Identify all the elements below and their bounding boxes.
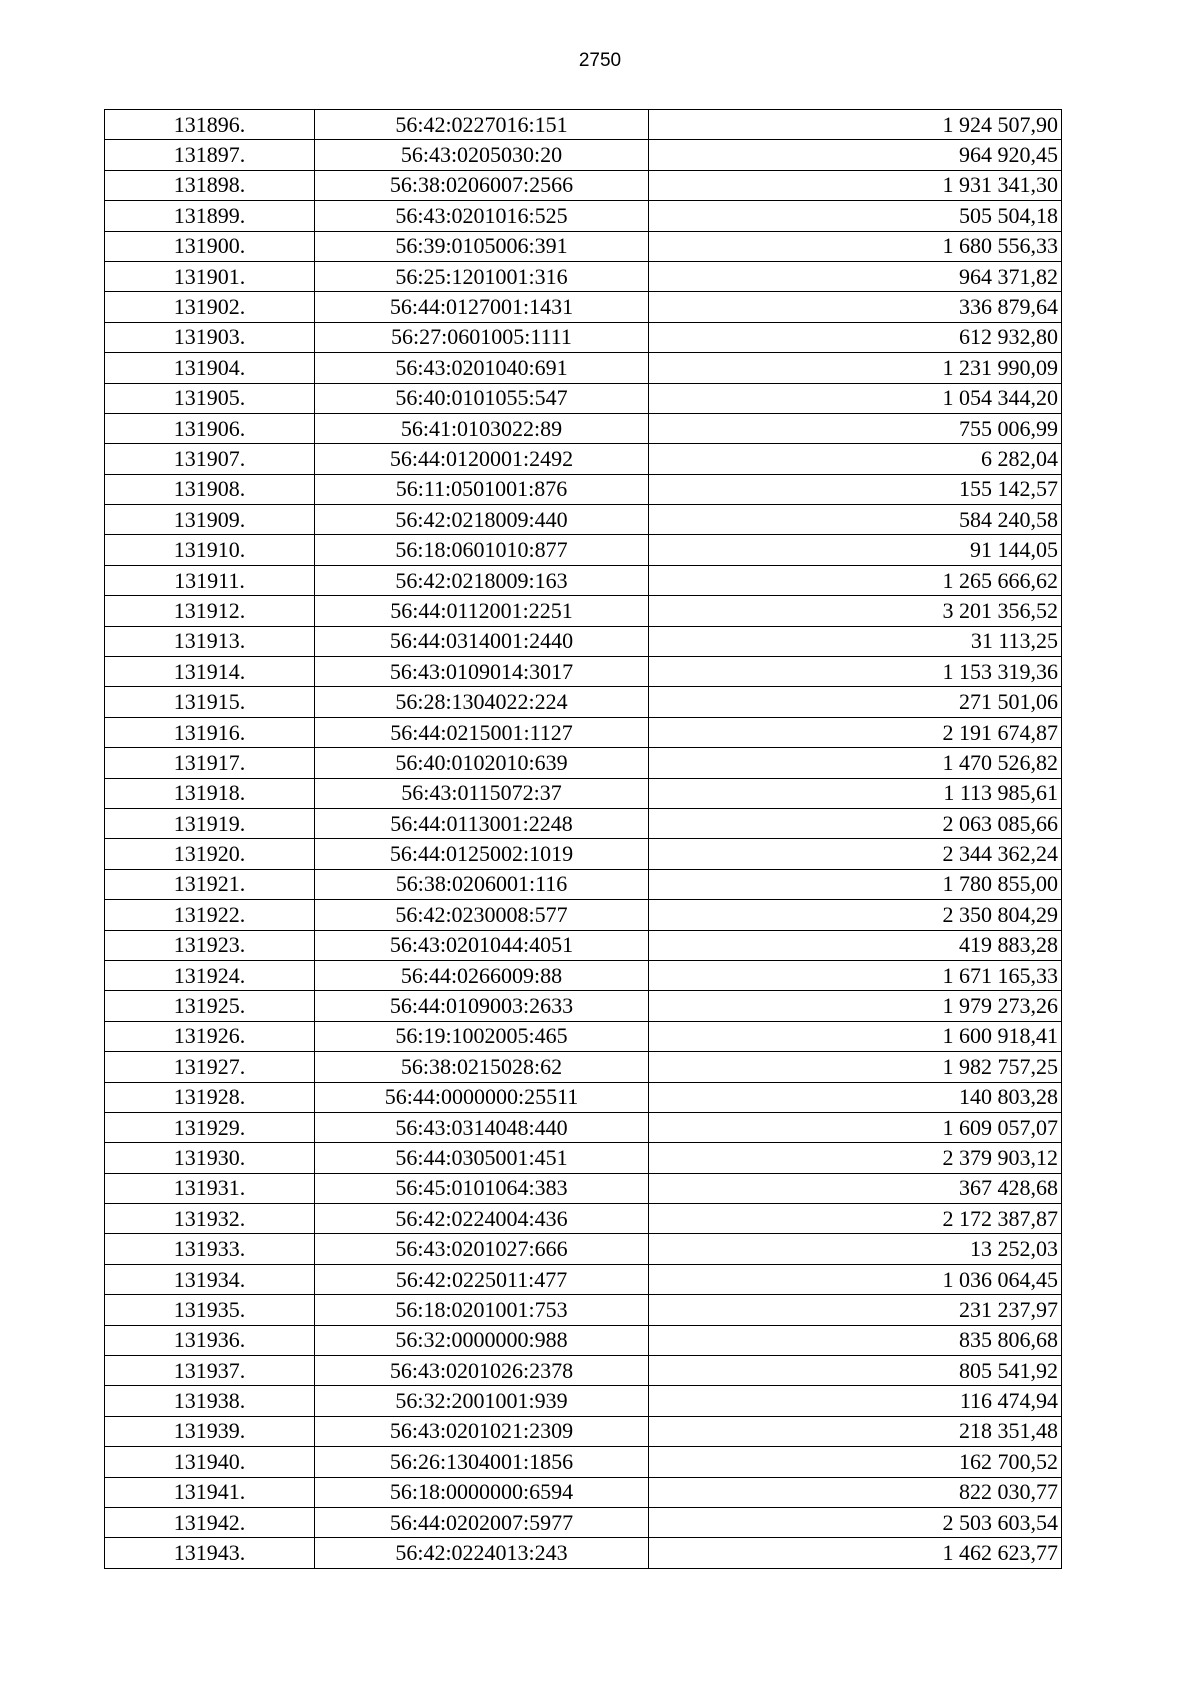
- cadastral-value-cell: 964 371,82: [649, 261, 1062, 291]
- cadastral-number-cell: 56:44:0109003:2633: [315, 991, 649, 1021]
- cadastral-number-cell: 56:26:1304001:1856: [315, 1447, 649, 1477]
- cadastral-value-cell: 91 144,05: [649, 535, 1062, 565]
- cadastral-value-cell: 1 470 526,82: [649, 748, 1062, 778]
- cadastral-value-cell: 13 252,03: [649, 1234, 1062, 1264]
- row-number-cell: 131914.: [105, 657, 315, 687]
- cadastral-value-cell: 964 920,45: [649, 140, 1062, 170]
- cadastral-value-cell: 3 201 356,52: [649, 596, 1062, 626]
- table-row: [105, 1112, 1062, 1142]
- cadastral-value-cell: 162 700,52: [649, 1447, 1062, 1477]
- cadastral-number-cell: 56:44:0314001:2440: [315, 626, 649, 656]
- table-row: [105, 353, 1062, 383]
- row-number-cell: 131912.: [105, 596, 315, 626]
- cadastral-value-cell: 835 806,68: [649, 1325, 1062, 1355]
- cadastral-value-cell: 612 932,80: [649, 322, 1062, 352]
- table-row: [105, 505, 1062, 535]
- cadastral-number-cell: 56:28:1304022:224: [315, 687, 649, 717]
- table-row: [105, 565, 1062, 595]
- cadastral-value-cell: 805 541,92: [649, 1356, 1062, 1386]
- cadastral-value-cell: 271 501,06: [649, 687, 1062, 717]
- row-number-cell: 131928.: [105, 1082, 315, 1112]
- cadastral-number-cell: 56:43:0109014:3017: [315, 657, 649, 687]
- cadastral-number-cell: 56:18:0000000:6594: [315, 1477, 649, 1507]
- row-number-cell: 131934.: [105, 1264, 315, 1294]
- cadastral-number-cell: 56:38:0215028:62: [315, 1052, 649, 1082]
- table-row: [105, 596, 1062, 626]
- row-number-cell: 131919.: [105, 808, 315, 838]
- table-row: [105, 1538, 1062, 1568]
- cadastral-value-cell: 2 503 603,54: [649, 1507, 1062, 1537]
- table-row: [105, 1143, 1062, 1173]
- table-row: [105, 292, 1062, 322]
- cadastral-value-cell: 231 237,97: [649, 1295, 1062, 1325]
- cadastral-number-cell: 56:40:0101055:547: [315, 383, 649, 413]
- cadastral-number-cell: 56:44:0266009:88: [315, 960, 649, 990]
- cadastral-number-cell: 56:19:1002005:465: [315, 1021, 649, 1051]
- table-row: [105, 748, 1062, 778]
- row-number-cell: 131936.: [105, 1325, 315, 1355]
- row-number-cell: 131907.: [105, 444, 315, 474]
- row-number-cell: 131906.: [105, 413, 315, 443]
- table-row: [105, 626, 1062, 656]
- cadastral-value-cell: 822 030,77: [649, 1477, 1062, 1507]
- table-row: [105, 1507, 1062, 1537]
- cadastral-number-cell: 56:44:0202007:5977: [315, 1507, 649, 1537]
- cadastral-value-cell: 336 879,64: [649, 292, 1062, 322]
- cadastral-value-cell: 1 231 990,09: [649, 353, 1062, 383]
- row-number-cell: 131920.: [105, 839, 315, 869]
- row-number-cell: 131924.: [105, 960, 315, 990]
- cadastral-number-cell: 56:42:0218009:440: [315, 505, 649, 535]
- cadastral-number-cell: 56:41:0103022:89: [315, 413, 649, 443]
- cadastral-value-cell: 2 063 085,66: [649, 808, 1062, 838]
- row-number-cell: 131916.: [105, 717, 315, 747]
- row-number-cell: 131899.: [105, 201, 315, 231]
- table-row: [105, 1295, 1062, 1325]
- cadastral-number-cell: 56:44:0127001:1431: [315, 292, 649, 322]
- table-row: [105, 322, 1062, 352]
- row-number-cell: 131904.: [105, 353, 315, 383]
- table-row: [105, 140, 1062, 170]
- row-number-cell: 131927.: [105, 1052, 315, 1082]
- row-number-cell: 131930.: [105, 1143, 315, 1173]
- cadastral-value-cell: 505 504,18: [649, 201, 1062, 231]
- cadastral-number-cell: 56:38:0206001:116: [315, 869, 649, 899]
- table-row: [105, 687, 1062, 717]
- cadastral-value-cell: 116 474,94: [649, 1386, 1062, 1416]
- cadastral-number-cell: 56:43:0201026:2378: [315, 1356, 649, 1386]
- row-number-cell: 131939.: [105, 1416, 315, 1446]
- row-number-cell: 131917.: [105, 748, 315, 778]
- row-number-cell: 131943.: [105, 1538, 315, 1568]
- table-row: [105, 444, 1062, 474]
- cadastral-number-cell: 56:45:0101064:383: [315, 1173, 649, 1203]
- row-number-cell: 131921.: [105, 869, 315, 899]
- table-row: [105, 839, 1062, 869]
- table-row: [105, 778, 1062, 808]
- row-number-cell: 131931.: [105, 1173, 315, 1203]
- row-number-cell: 131925.: [105, 991, 315, 1021]
- table-row: [105, 1021, 1062, 1051]
- cadastral-number-cell: 56:42:0218009:163: [315, 565, 649, 595]
- table-row: [105, 413, 1062, 443]
- cadastral-value-cell: 2 379 903,12: [649, 1143, 1062, 1173]
- cadastral-number-cell: 56:44:0125002:1019: [315, 839, 649, 869]
- table-row: [105, 261, 1062, 291]
- cadastral-number-cell: 56:32:0000000:988: [315, 1325, 649, 1355]
- cadastral-value-cell: 1 982 757,25: [649, 1052, 1062, 1082]
- cadastral-value-cell: 155 142,57: [649, 474, 1062, 504]
- table-row: [105, 869, 1062, 899]
- table-body: [105, 110, 1062, 1569]
- cadastral-number-cell: 56:39:0105006:391: [315, 231, 649, 261]
- cadastral-value-cell: 1 780 855,00: [649, 869, 1062, 899]
- cadastral-number-cell: 56:43:0115072:37: [315, 778, 649, 808]
- cadastral-value-cell: 1 924 507,90: [649, 110, 1062, 140]
- row-number-cell: 131897.: [105, 140, 315, 170]
- row-number-cell: 131926.: [105, 1021, 315, 1051]
- cadastral-value-cell: 1 609 057,07: [649, 1112, 1062, 1142]
- cadastral-value-cell: 419 883,28: [649, 930, 1062, 960]
- cadastral-number-cell: 56:27:0601005:1111: [315, 322, 649, 352]
- table-row: [105, 1356, 1062, 1386]
- table-row: [105, 1082, 1062, 1112]
- cadastral-number-cell: 56:44:0120001:2492: [315, 444, 649, 474]
- cadastral-value-cell: 1 036 064,45: [649, 1264, 1062, 1294]
- row-number-cell: 131938.: [105, 1386, 315, 1416]
- row-number-cell: 131911.: [105, 565, 315, 595]
- cadastral-value-cell: 140 803,28: [649, 1082, 1062, 1112]
- row-number-cell: 131940.: [105, 1447, 315, 1477]
- table-row: [105, 535, 1062, 565]
- cadastral-value-cell: 1 979 273,26: [649, 991, 1062, 1021]
- table-row: [105, 474, 1062, 504]
- cadastral-number-cell: 56:43:0201040:691: [315, 353, 649, 383]
- cadastral-number-cell: 56:44:0305001:451: [315, 1143, 649, 1173]
- row-number-cell: 131910.: [105, 535, 315, 565]
- row-number-cell: 131903.: [105, 322, 315, 352]
- cadastral-number-cell: 56:38:0206007:2566: [315, 170, 649, 200]
- cadastral-value-cell: 6 282,04: [649, 444, 1062, 474]
- cadastral-number-cell: 56:11:0501001:876: [315, 474, 649, 504]
- cadastral-value-cell: 1 462 623,77: [649, 1538, 1062, 1568]
- table-row: [105, 170, 1062, 200]
- cadastral-value-cell: 31 113,25: [649, 626, 1062, 656]
- row-number-cell: 131932.: [105, 1204, 315, 1234]
- table-row: [105, 201, 1062, 231]
- table-row: [105, 1386, 1062, 1416]
- row-number-cell: 131901.: [105, 261, 315, 291]
- cadastral-value-cell: 1 600 918,41: [649, 1021, 1062, 1051]
- row-number-cell: 131908.: [105, 474, 315, 504]
- table-row: [105, 808, 1062, 838]
- cadastral-number-cell: 56:18:0601010:877: [315, 535, 649, 565]
- cadastral-number-cell: 56:43:0201021:2309: [315, 1416, 649, 1446]
- table-row: [105, 1264, 1062, 1294]
- row-number-cell: 131935.: [105, 1295, 315, 1325]
- cadastral-number-cell: 56:44:0112001:2251: [315, 596, 649, 626]
- table-row: [105, 1173, 1062, 1203]
- table-row: [105, 960, 1062, 990]
- row-number-cell: 131905.: [105, 383, 315, 413]
- cadastral-number-cell: 56:25:1201001:316: [315, 261, 649, 291]
- row-number-cell: 131913.: [105, 626, 315, 656]
- row-number-cell: 131909.: [105, 505, 315, 535]
- cadastral-number-cell: 56:42:0230008:577: [315, 900, 649, 930]
- row-number-cell: 131933.: [105, 1234, 315, 1264]
- row-number-cell: 131898.: [105, 170, 315, 200]
- table-row: [105, 1204, 1062, 1234]
- cadastral-value-cell: 1 265 666,62: [649, 565, 1062, 595]
- cadastral-number-cell: 56:44:0215001:1127: [315, 717, 649, 747]
- row-number-cell: 131902.: [105, 292, 315, 322]
- table-row: [105, 383, 1062, 413]
- row-number-cell: 131918.: [105, 778, 315, 808]
- row-number-cell: 131937.: [105, 1356, 315, 1386]
- row-number-cell: 131942.: [105, 1507, 315, 1537]
- cadastral-value-cell: 1 054 344,20: [649, 383, 1062, 413]
- cadastral-number-cell: 56:43:0201016:525: [315, 201, 649, 231]
- cadastral-value-cell: 2 344 362,24: [649, 839, 1062, 869]
- row-number-cell: 131896.: [105, 110, 315, 140]
- table-row: [105, 930, 1062, 960]
- row-number-cell: 131941.: [105, 1477, 315, 1507]
- cadastral-number-cell: 56:18:0201001:753: [315, 1295, 649, 1325]
- cadastral-number-cell: 56:44:0113001:2248: [315, 808, 649, 838]
- table-row: [105, 1447, 1062, 1477]
- cadastral-value-cell: 584 240,58: [649, 505, 1062, 535]
- row-number-cell: 131929.: [105, 1112, 315, 1142]
- table-row: [105, 900, 1062, 930]
- cadastral-value-cell: 2 172 387,87: [649, 1204, 1062, 1234]
- cadastral-value-cell: 2 191 674,87: [649, 717, 1062, 747]
- table-row: [105, 1325, 1062, 1355]
- cadastral-number-cell: 56:43:0201044:4051: [315, 930, 649, 960]
- cadastral-number-cell: 56:32:2001001:939: [315, 1386, 649, 1416]
- row-number-cell: 131923.: [105, 930, 315, 960]
- cadastral-value-cell: 755 006,99: [649, 413, 1062, 443]
- table-row: [105, 1052, 1062, 1082]
- cadastral-number-cell: 56:40:0102010:639: [315, 748, 649, 778]
- cadastral-number-cell: 56:44:0000000:25511: [315, 1082, 649, 1112]
- cadastral-value-cell: 1 680 556,33: [649, 231, 1062, 261]
- cadastral-number-cell: 56:43:0201027:666: [315, 1234, 649, 1264]
- table-row: [105, 1234, 1062, 1264]
- cadastral-number-cell: 56:42:0225011:477: [315, 1264, 649, 1294]
- cadastral-value-table: [104, 109, 1062, 1569]
- cadastral-value-cell: 1 153 319,36: [649, 657, 1062, 687]
- page-number: 2750: [578, 50, 622, 71]
- table-row: [105, 657, 1062, 687]
- table-row: [105, 991, 1062, 1021]
- row-number-cell: 131915.: [105, 687, 315, 717]
- cadastral-value-cell: 1 671 165,33: [649, 960, 1062, 990]
- cadastral-number-cell: 56:42:0224013:243: [315, 1538, 649, 1568]
- row-number-cell: 131900.: [105, 231, 315, 261]
- table-row: [105, 1477, 1062, 1507]
- cadastral-value-cell: 1 931 341,30: [649, 170, 1062, 200]
- table-row: [105, 231, 1062, 261]
- table-row: [105, 717, 1062, 747]
- cadastral-number-cell: 56:43:0314048:440: [315, 1112, 649, 1142]
- cadastral-value-cell: 218 351,48: [649, 1416, 1062, 1446]
- cadastral-number-cell: 56:42:0227016:151: [315, 110, 649, 140]
- cadastral-number-cell: 56:43:0205030:20: [315, 140, 649, 170]
- cadastral-number-cell: 56:42:0224004:436: [315, 1204, 649, 1234]
- cadastral-value-cell: 367 428,68: [649, 1173, 1062, 1203]
- cadastral-value-cell: 1 113 985,61: [649, 778, 1062, 808]
- cadastral-value-cell: 2 350 804,29: [649, 900, 1062, 930]
- table-row: [105, 1416, 1062, 1446]
- table-row: [105, 110, 1062, 140]
- row-number-cell: 131922.: [105, 900, 315, 930]
